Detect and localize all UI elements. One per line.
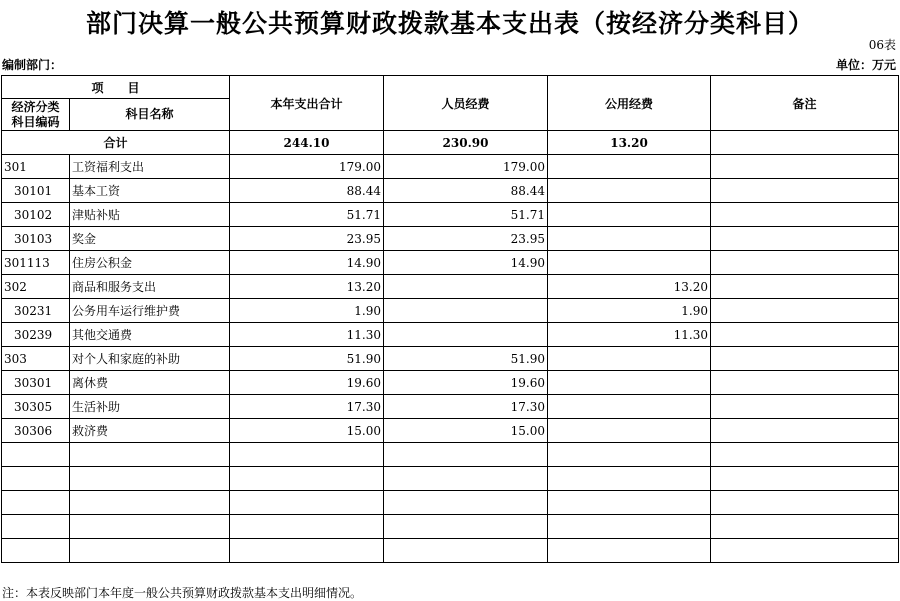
total-amount: 244.10 bbox=[230, 131, 384, 155]
personnel-cell: 88.44 bbox=[384, 179, 548, 203]
department-label: 编制部门： bbox=[2, 58, 63, 72]
personnel-cell: 14.90 bbox=[384, 251, 548, 275]
code-cell bbox=[2, 467, 70, 491]
code-cell bbox=[2, 443, 70, 467]
total-row bbox=[2, 131, 899, 155]
code-cell: 302 bbox=[2, 275, 70, 299]
table-row bbox=[2, 419, 899, 443]
header-name: 科目名称 bbox=[70, 99, 230, 131]
remark-cell bbox=[711, 203, 899, 227]
remark-cell bbox=[711, 179, 899, 203]
public-cell bbox=[548, 371, 711, 395]
code-cell: 30301 bbox=[2, 371, 70, 395]
personnel-cell bbox=[384, 443, 548, 467]
table-row bbox=[2, 251, 899, 275]
personnel-cell: 23.95 bbox=[384, 227, 548, 251]
public-cell bbox=[548, 419, 711, 443]
total-cell: 179.00 bbox=[230, 155, 384, 179]
public-cell bbox=[548, 179, 711, 203]
code-cell bbox=[2, 491, 70, 515]
total-cell: 23.95 bbox=[230, 227, 384, 251]
table-row bbox=[2, 323, 899, 347]
remark-cell bbox=[711, 251, 899, 275]
remark-cell bbox=[711, 515, 899, 539]
total-cell bbox=[230, 467, 384, 491]
table-row bbox=[2, 491, 899, 515]
name-cell: 公务用车运行维护费 bbox=[70, 299, 230, 323]
name-cell: 工资福利支出 bbox=[70, 155, 230, 179]
name-cell: 离休费 bbox=[70, 371, 230, 395]
code-cell: 303 bbox=[2, 347, 70, 371]
total-cell bbox=[230, 491, 384, 515]
remark-cell bbox=[711, 347, 899, 371]
total-cell: 51.71 bbox=[230, 203, 384, 227]
name-cell bbox=[70, 539, 230, 563]
total-cell bbox=[230, 443, 384, 467]
code-cell: 301 bbox=[2, 155, 70, 179]
personnel-cell bbox=[384, 491, 548, 515]
remark-cell bbox=[711, 443, 899, 467]
public-cell bbox=[548, 227, 711, 251]
table-row bbox=[2, 347, 899, 371]
personnel-cell bbox=[384, 323, 548, 347]
name-cell: 救济费 bbox=[70, 419, 230, 443]
remark-cell bbox=[711, 227, 899, 251]
personnel-cell bbox=[384, 299, 548, 323]
public-cell: 13.20 bbox=[548, 275, 711, 299]
personnel-cell: 15.00 bbox=[384, 419, 548, 443]
code-cell: 301113 bbox=[2, 251, 70, 275]
table-row bbox=[2, 395, 899, 419]
name-cell: 津贴补贴 bbox=[70, 203, 230, 227]
name-cell: 对个人和家庭的补助 bbox=[70, 347, 230, 371]
remark-cell bbox=[711, 155, 899, 179]
table-row bbox=[2, 299, 899, 323]
remark-cell bbox=[711, 299, 899, 323]
public-cell bbox=[548, 347, 711, 371]
public-cell: 1.90 bbox=[548, 299, 711, 323]
total-cell: 17.30 bbox=[230, 395, 384, 419]
code-cell: 30239 bbox=[2, 323, 70, 347]
total-cell: 1.90 bbox=[230, 299, 384, 323]
name-cell bbox=[70, 515, 230, 539]
remark-cell bbox=[711, 395, 899, 419]
public-cell bbox=[548, 251, 711, 275]
header-row-1 bbox=[2, 76, 899, 99]
public-cell bbox=[548, 443, 711, 467]
table-row bbox=[2, 203, 899, 227]
remark-cell bbox=[711, 323, 899, 347]
public-cell bbox=[548, 155, 711, 179]
name-cell: 其他交通费 bbox=[70, 323, 230, 347]
total-cell bbox=[230, 515, 384, 539]
name-cell bbox=[70, 443, 230, 467]
public-cell bbox=[548, 203, 711, 227]
footnote: 注：本表反映部门本年度一般公共预算财政拨款基本支出明细情况。 bbox=[2, 586, 363, 600]
table-row bbox=[2, 227, 899, 251]
personnel-cell bbox=[384, 467, 548, 491]
remark-cell bbox=[711, 419, 899, 443]
personnel-cell bbox=[384, 515, 548, 539]
name-cell: 住房公积金 bbox=[70, 251, 230, 275]
unit-label: 单位：万元 bbox=[835, 58, 896, 72]
table-row bbox=[2, 155, 899, 179]
total-cell: 51.90 bbox=[230, 347, 384, 371]
name-cell bbox=[70, 491, 230, 515]
remark-cell bbox=[711, 467, 899, 491]
public-cell: 11.30 bbox=[548, 323, 711, 347]
public-cell bbox=[548, 539, 711, 563]
code-cell bbox=[2, 515, 70, 539]
total-cell bbox=[230, 539, 384, 563]
remark-cell bbox=[711, 371, 899, 395]
personnel-cell: 179.00 bbox=[384, 155, 548, 179]
personnel-cell bbox=[384, 539, 548, 563]
code-cell: 30306 bbox=[2, 419, 70, 443]
public-cell bbox=[548, 395, 711, 419]
total-cell: 15.00 bbox=[230, 419, 384, 443]
form-number: 06表 bbox=[868, 38, 896, 52]
code-cell: 30102 bbox=[2, 203, 70, 227]
remark-cell bbox=[711, 491, 899, 515]
table-row bbox=[2, 539, 899, 563]
name-cell: 奖金 bbox=[70, 227, 230, 251]
expenditure-table bbox=[1, 75, 899, 563]
name-cell: 商品和服务支出 bbox=[70, 275, 230, 299]
total-cell: 19.60 bbox=[230, 371, 384, 395]
total-label: 合计 bbox=[2, 131, 230, 155]
personnel-cell: 17.30 bbox=[384, 395, 548, 419]
header-code: 经济分类 科目编码 bbox=[2, 99, 70, 131]
personnel-cell: 51.71 bbox=[384, 203, 548, 227]
table-row bbox=[2, 515, 899, 539]
code-cell: 30101 bbox=[2, 179, 70, 203]
code-cell: 30305 bbox=[2, 395, 70, 419]
public-cell bbox=[548, 467, 711, 491]
table-row bbox=[2, 179, 899, 203]
header-total: 本年支出合计 bbox=[230, 76, 384, 131]
header-public: 公用经费 bbox=[548, 76, 711, 131]
personnel-cell bbox=[384, 275, 548, 299]
total-personnel: 230.90 bbox=[384, 131, 548, 155]
total-cell: 13.20 bbox=[230, 275, 384, 299]
personnel-cell: 19.60 bbox=[384, 371, 548, 395]
name-cell: 基本工资 bbox=[70, 179, 230, 203]
total-cell: 14.90 bbox=[230, 251, 384, 275]
header-item: 项 目 bbox=[2, 76, 230, 99]
table-row bbox=[2, 371, 899, 395]
code-cell bbox=[2, 539, 70, 563]
code-cell: 30103 bbox=[2, 227, 70, 251]
remark-cell bbox=[711, 275, 899, 299]
remark-cell bbox=[711, 539, 899, 563]
personnel-cell: 51.90 bbox=[384, 347, 548, 371]
public-cell bbox=[548, 515, 711, 539]
header-remark: 备注 bbox=[711, 76, 899, 131]
page-title: 部门决算一般公共预算财政拨款基本支出表（按经济分类科目） bbox=[85, 9, 814, 38]
table-row bbox=[2, 467, 899, 491]
name-cell: 生活补助 bbox=[70, 395, 230, 419]
public-cell bbox=[548, 491, 711, 515]
table-row bbox=[2, 443, 899, 467]
header-personnel: 人员经费 bbox=[384, 76, 548, 131]
total-public: 13.20 bbox=[548, 131, 711, 155]
total-cell: 11.30 bbox=[230, 323, 384, 347]
name-cell bbox=[70, 467, 230, 491]
table-row bbox=[2, 275, 899, 299]
code-cell: 30231 bbox=[2, 299, 70, 323]
total-cell: 88.44 bbox=[230, 179, 384, 203]
total-remark bbox=[711, 131, 899, 155]
